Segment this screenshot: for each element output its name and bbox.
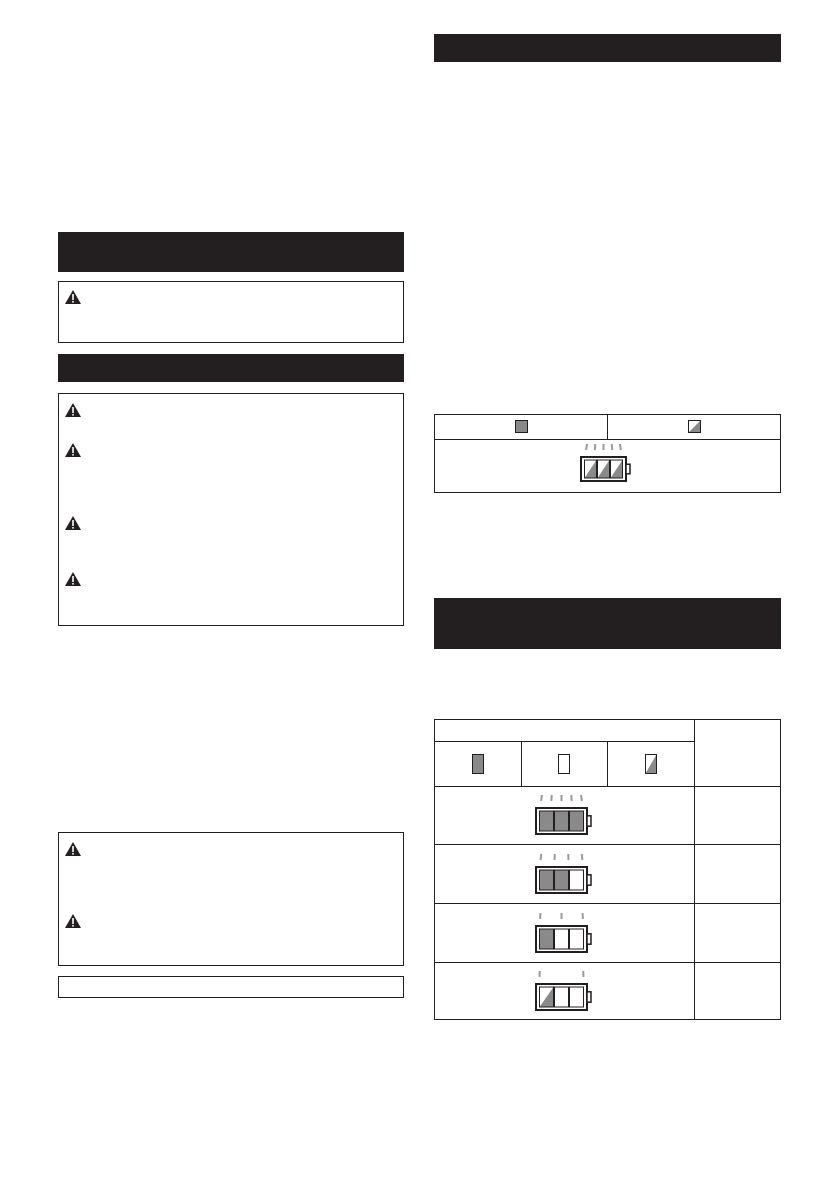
section-heading-bar [58,232,404,272]
blink-ray [582,854,583,860]
warning-box [58,832,404,966]
blink-ray [541,854,542,860]
battery-cell [555,929,569,949]
lit-lamp-icon [515,420,528,433]
battery-cell [555,811,569,831]
battery-low-blinking-icon [522,964,606,1014]
battery-terminal [587,816,591,826]
capacity-value-cell [694,845,780,904]
battery-terminal [587,933,591,943]
battery-cell [570,811,584,831]
battery-three-cells-blinking-icon [573,441,643,487]
capacity-value-cell [694,904,780,963]
capacity-row [435,904,695,963]
battery-cell [540,929,554,949]
remaining-capacity-table [434,719,781,1020]
capacity-row [435,787,695,845]
warning-icon [64,913,82,929]
capacity-row [435,963,695,1020]
warning-icon [64,402,82,418]
battery-graphic-cell [435,440,781,493]
lit-header [435,742,522,787]
battery-cell [570,870,584,890]
blink-ray [581,795,582,801]
battery-one-third-icon [522,906,606,956]
warning-icon [64,571,82,587]
capacity-value-cell [694,787,780,845]
battery-terminal [587,991,591,1001]
warning-icon [64,289,82,305]
lit-lamp-icon [472,754,484,774]
section-heading-bar [58,354,404,382]
battery-full-icon [522,788,606,838]
battery-terminal [587,874,591,884]
battery-cell [570,929,584,949]
blink-ray [541,795,542,801]
off-header [521,742,608,787]
warning-icon [64,841,82,857]
section-heading-bar [434,34,781,62]
section-heading-bar [434,598,781,649]
capacity-value-cell [694,963,780,1020]
battery-two-thirds-icon [522,847,606,897]
off-lamp-icon [558,754,570,774]
battery-cell [540,811,554,831]
indicator-lamps-header [435,720,695,742]
lit-lamp-header [435,415,608,440]
battery-cell [555,987,569,1007]
battery-terminal [626,464,630,474]
indicator-lamp-table [434,414,781,493]
blink-ray [620,444,621,450]
battery-cell [540,870,554,890]
warning-box [58,393,404,626]
blinking-lamp-header [608,415,781,440]
blinking-lamp-icon [688,420,701,433]
note-box [58,976,404,998]
blinking-header [608,742,695,787]
blinking-lamp-icon [645,754,657,774]
battery-cell [555,870,569,890]
capacity-row [435,845,695,904]
battery-cell [570,987,584,1007]
blink-ray [586,444,587,450]
capacity-header [694,720,780,787]
caution-box [58,281,404,343]
warning-icon [64,442,82,458]
warning-icon [64,515,82,531]
